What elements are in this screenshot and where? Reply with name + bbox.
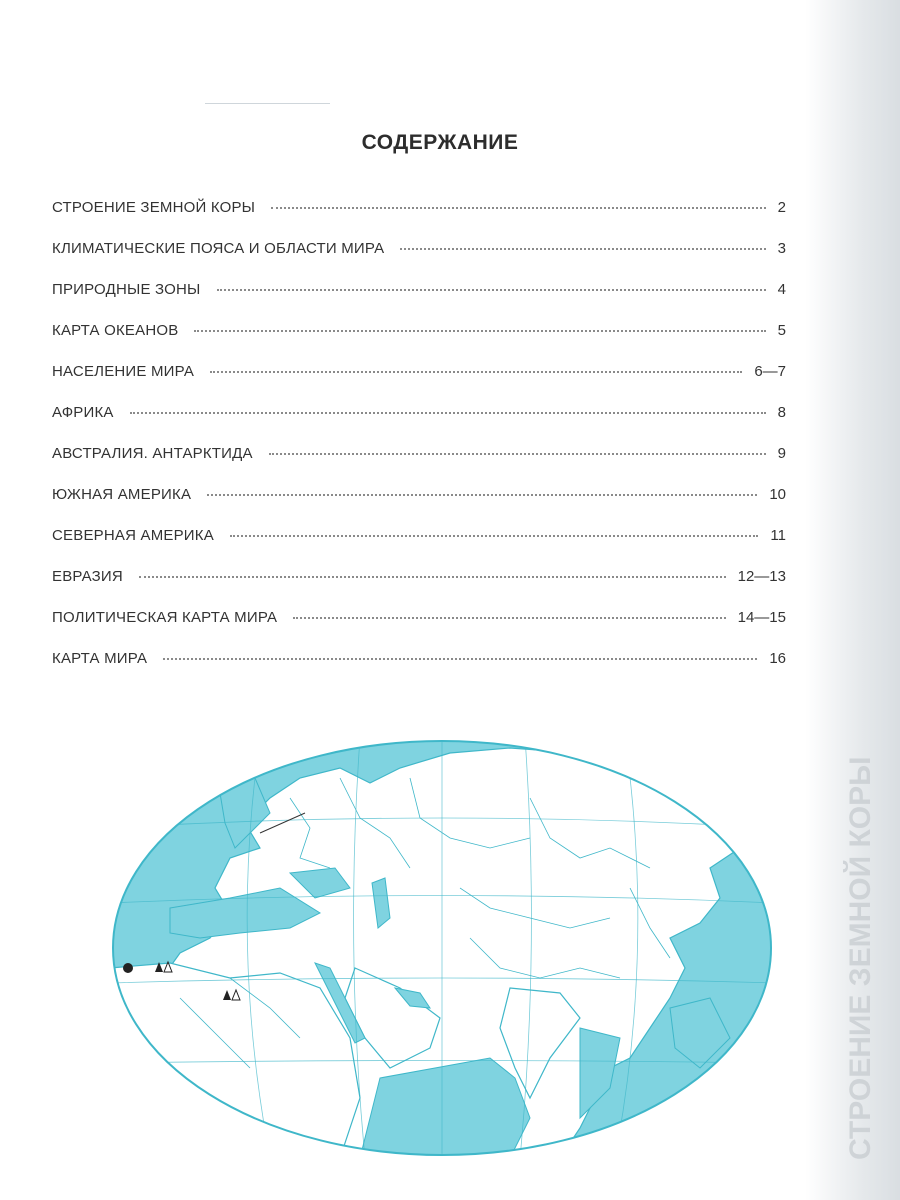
toc-leader-dots [293,617,725,619]
toc-entry-page: 5 [777,322,786,339]
map-symbol-circle [123,963,133,973]
toc-entry [52,199,786,240]
toc-entry-page: 10 [769,486,786,503]
toc-entry [52,322,786,363]
toc-entry-title: ЮЖНАЯ АМЕРИКА [52,486,192,503]
toc-entry-title: ЕВРАЗИЯ [52,568,123,585]
toc-entry-page: 6—7 [754,363,786,380]
page-title: СОДЕРЖАНИЕ [361,131,519,154]
toc-entry [52,281,786,322]
toc-leader-dots [194,330,765,332]
toc-entry-page: 8 [777,404,786,421]
toc-leader-dots [230,535,758,537]
toc-entry [52,486,786,527]
next-page-title-text: СТРОЕНИЕ ЗЕМНОЙ КОРЫ [844,756,877,1160]
toc-leader-dots [269,453,766,455]
toc-entry [52,240,786,281]
toc-leader-dots [217,289,766,291]
toc-entry-title: КАРТА МИРА [52,650,148,667]
toc-entry-title: НАСЕЛЕНИЕ МИРА [52,363,195,380]
toc-leader-dots [400,248,765,250]
toc-entry-page: 12—13 [737,568,786,585]
toc-entry [52,568,786,609]
toc-leader-dots [130,412,766,414]
toc-entry-page: 4 [777,281,786,298]
toc-entry-title: АФРИКА [52,404,114,421]
toc-entry [52,363,786,404]
next-page-bleed [805,0,900,1200]
toc-entry [52,527,786,568]
toc-entry [52,445,786,486]
toc-entry-title: СЕВЕРНАЯ АМЕРИКА [52,527,214,544]
toc-leader-dots [207,494,757,496]
toc-leader-dots [210,371,742,373]
toc-entry-title: ПРИРОДНЫЕ ЗОНЫ [52,281,201,298]
toc-leader-dots [163,658,757,660]
toc-entry [52,650,786,691]
toc-entry-page: 9 [777,445,786,462]
table-of-contents [52,199,786,691]
toc-entry-page: 16 [769,650,786,667]
toc-entry-title: КЛИМАТИЧЕСКИЕ ПОЯСА И ОБЛАСТИ МИРА [52,240,385,257]
toc-entry [52,404,786,445]
toc-entry-page: 11 [770,527,786,544]
toc-entry-page: 2 [777,199,786,216]
world-map-illustration [110,738,775,1158]
toc-entry-title: АВСТРАЛИЯ. АНТАРКТИДА [52,445,253,462]
next-page-title-mirrored [832,690,892,1160]
toc-leader-dots [271,207,765,209]
eurasia-map [110,738,775,1158]
toc-entry [52,609,786,650]
toc-entry-page: 14—15 [737,609,786,626]
decorative-line [205,103,330,104]
toc-leader-dots [139,576,726,578]
toc-entry-page: 3 [777,240,786,257]
toc-entry-title: КАРТА ОКЕАНОВ [52,322,179,339]
toc-entry-title: СТРОЕНИЕ ЗЕМНОЙ КОРЫ [52,199,256,216]
toc-entry-title: ПОЛИТИЧЕСКАЯ КАРТА МИРА [52,609,278,626]
